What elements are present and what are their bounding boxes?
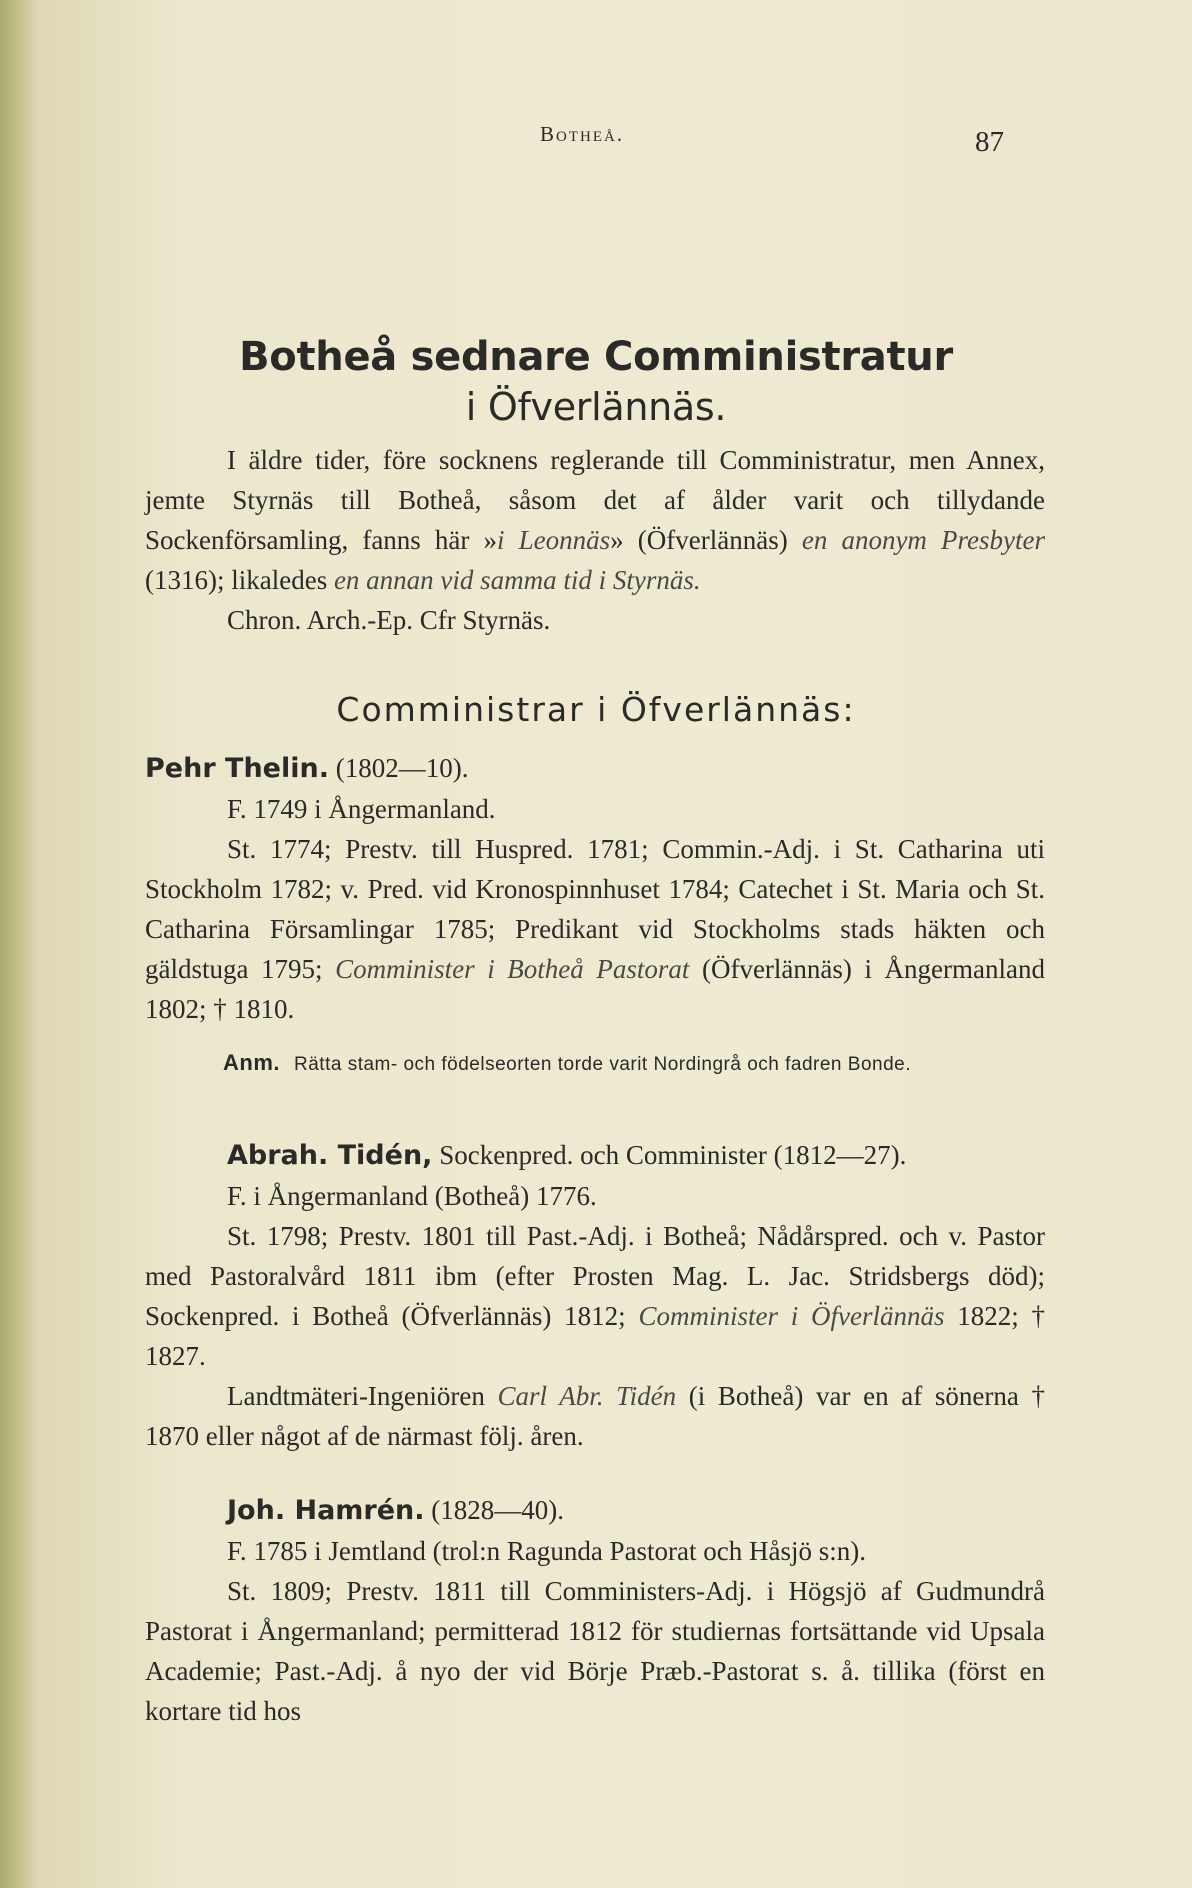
entry-born: F. 1785 i Jemtland (trol:n Ragunda Pastorat och Håsjö s:n). xyxy=(227,1536,867,1566)
intro-section xyxy=(145,440,1045,640)
entry-heading xyxy=(145,1135,1045,1176)
entry-heading xyxy=(145,748,1045,789)
intro-text-a: I äldre tider, före socknens reglerande till Comministratur, men Annex, jemte Styrnäs till Botheå, såsom det af ålder varit och tillydande Sockenförsamling, fanns här » xyxy=(145,445,1045,555)
entry-born: F. 1749 i Ångermanland. xyxy=(227,794,496,824)
intro-italic-leonnas: i Leonnäs xyxy=(497,525,611,555)
page-title-line2: i Öfverlännäs. xyxy=(465,385,727,429)
entry-tiden xyxy=(145,1135,1045,1456)
son-text-b: (i Botheå) var en af sönerna † 1870 eller något af de närmast följ. åren. xyxy=(145,1381,1045,1451)
intro-paragraph xyxy=(145,440,1045,600)
intro-italic-presbyter: en anonym Presbyter xyxy=(801,525,1046,555)
intro-text-b: » (Öfverlännäs) xyxy=(610,525,802,555)
entry-hamren xyxy=(145,1490,1045,1731)
note-label: Anm. xyxy=(223,1050,280,1075)
entry-name: Pehr Thelin. xyxy=(145,753,329,784)
entry-heading xyxy=(145,1490,1045,1531)
intro-italic-styrnas: en annan vid samma tid i Styrnäs. xyxy=(333,565,701,595)
entry-career: St. 1809; Prestv. 1811 till Comministers-Adj. i Högsjö af Gudmundrå Pastorat i Ångermanland; permitterad 1812 för studiernas fortsättande vid Upsala Academie; Past.-Adj. å nyo der vid Börje Præb.-Pastorat s. å. tillika (först en kortare tid hos xyxy=(145,1576,1045,1726)
entry-career xyxy=(145,829,1045,1029)
entry-note xyxy=(145,1041,1045,1085)
career-italic: Comminister i Botheå Pastorat xyxy=(335,954,690,984)
entry-thelin xyxy=(145,748,1045,1085)
entry-son-note xyxy=(145,1376,1045,1456)
entry-name: Abrah. Tidén, xyxy=(227,1140,433,1171)
career-text-a: St. 1798; Prestv. 1801 till Past.-Adj. i Botheå; Nådårspred. och v. Pastor med Pastoralvård 1811 ibm (efter Prosten Mag. L. Jac. Stridsbergs död); Sockenpred. i Botheå (Öfverlännäs) 1812; xyxy=(145,1221,1045,1331)
section-heading: Comministrar i Öfverlännäs: xyxy=(336,690,856,729)
intro-text-c: (1316); likaledes xyxy=(145,565,334,595)
page-title: Botheå sednare Comministratur xyxy=(239,334,953,380)
career-text-b: (Öfverlännäs) i Ångermanland 1802; † 1810. xyxy=(145,954,1046,1024)
entry-name: Joh. Hamrén. xyxy=(227,1495,425,1526)
page-number: 87 xyxy=(975,126,1004,158)
entry-career xyxy=(145,1216,1045,1376)
entry-born: F. i Ångermanland (Botheå) 1776. xyxy=(227,1181,597,1211)
entry-title: Sockenpred. och Comminister (1812—27). xyxy=(432,1140,907,1170)
career-text-a: St. 1774; Prestv. till Huspred. 1781; Commin.-Adj. i St. Catharina uti Stockholm 1782; v. Pred. vid Kronospinnhuset 1784; Catechet i St. Maria och St. Catharina Församlingar 1785; Predikant vid Stockholms stads häkten och gäldstuga 1795; xyxy=(145,834,1045,984)
son-italic: Carl Abr. Tidén xyxy=(497,1381,677,1411)
running-header: Botheå. xyxy=(540,122,625,146)
entry-years: (1828—40). xyxy=(424,1495,565,1525)
note-text: Rätta stam- och födelseorten torde varit Nordingrå och fadren Bonde. xyxy=(294,1054,911,1075)
entry-years: (1802—10). xyxy=(328,753,469,783)
book-binding xyxy=(0,0,38,1888)
career-italic: Comminister i Öfverlännäs xyxy=(638,1301,945,1331)
son-text-a: Landtmäteri-Ingeniören xyxy=(227,1381,498,1411)
intro-source-note: Chron. Arch.-Ep. Cfr Styrnäs. xyxy=(227,605,551,635)
career-text-b: 1822; † 1827. xyxy=(145,1301,1045,1371)
